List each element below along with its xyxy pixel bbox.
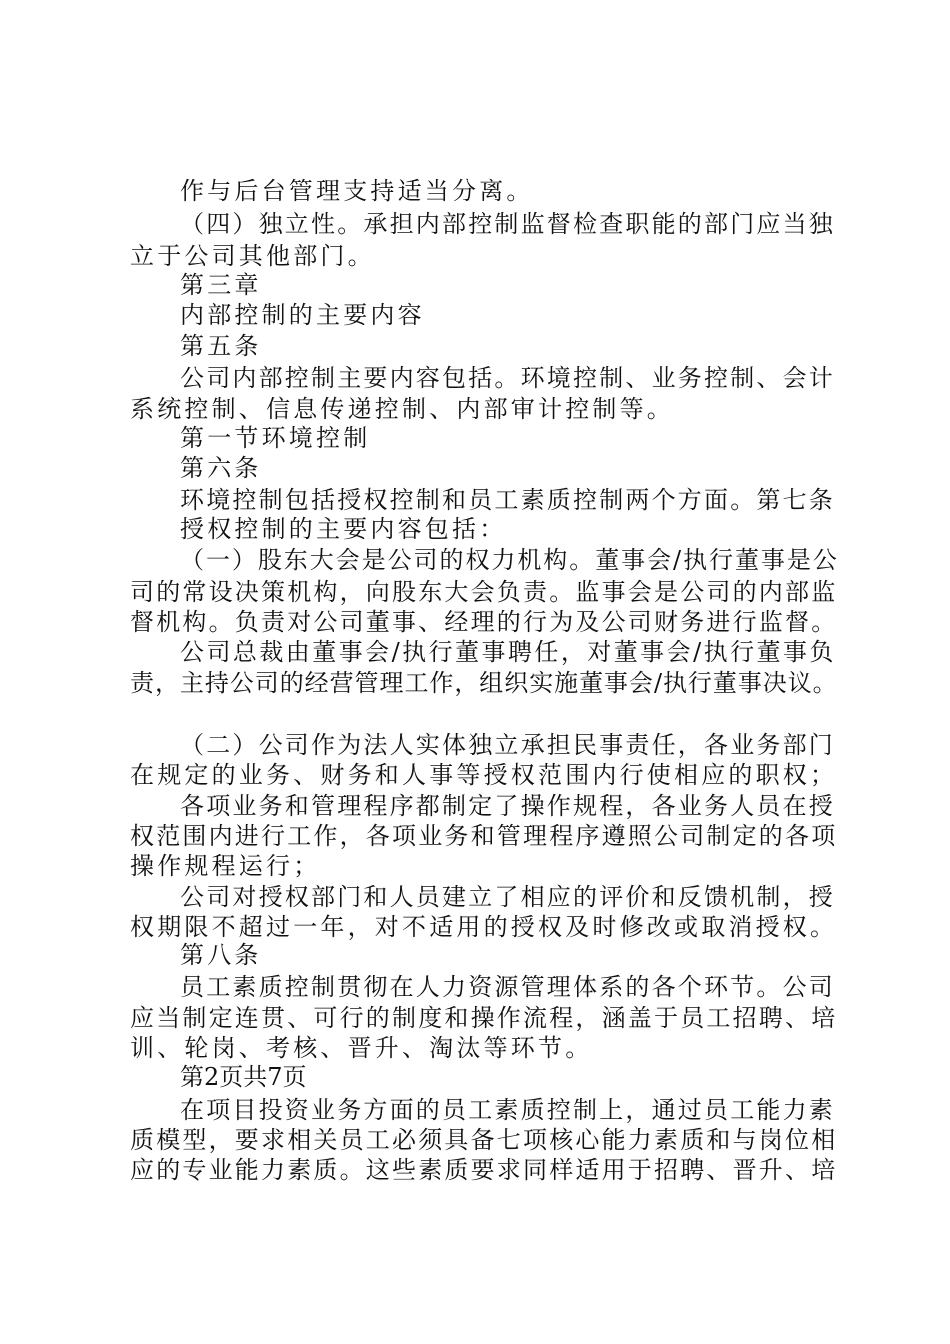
text-line: 公司对授权部门和人员建立了相应的评价和反馈机制，授 (180, 883, 835, 911)
article-heading: 第五条 (180, 332, 262, 360)
text-line: 各项业务和管理程序都制定了操作规程，各业务人员在授 (180, 792, 835, 820)
chapter-title: 内部控制的主要内容 (180, 301, 425, 329)
text-line: 员工素质控制贯彻在人力资源管理体系的各个环节。公司 (180, 973, 835, 1001)
article-heading: 第八条 (180, 941, 262, 969)
text-line: 权范围内进行工作，各项业务和管理程序遵照公司制定的各项 (130, 822, 838, 850)
text-line: 应当制定连贯、可行的制度和操作流程，涵盖于员工招聘、培 (130, 1004, 838, 1032)
page-number: 第2页共7页 (180, 1063, 307, 1091)
text-line: 立于公司其他部门。 (130, 242, 375, 270)
text-line: 公司内部控制主要内容包括。环境控制、业务控制、会计 (180, 364, 835, 392)
text-line: 系统控制、信息传递控制、内部审计控制等。 (130, 395, 674, 423)
section-heading: 第一节环境控制 (180, 424, 371, 452)
text-line: 司的常设决策机构，向股东大会负责。监事会是公司的内部监 (130, 578, 838, 606)
text-line: （二）公司作为法人实体独立承担民事责任，各业务部门 (180, 731, 835, 759)
text-line: 应的专业能力素质。这些素质要求同样适用于招聘、晋升、培 (130, 1156, 838, 1184)
article-heading: 第六条 (180, 454, 262, 482)
text-line: 质模型，要求相关员工必须具备七项核心能力素质和与岗位相 (130, 1126, 838, 1154)
text-line: 训、轮岗、考核、晋升、淘汰等环节。 (130, 1034, 593, 1062)
text-line: （一）股东大会是公司的权力机构。董事会/执行董事是公 (180, 546, 839, 574)
text-line: 责，主持公司的经营管理工作，组织实施董事会/执行董事决议。 (130, 669, 838, 697)
text-line: 作与后台管理支持适当分离。 (180, 177, 534, 205)
text-line: 授权控制的主要内容包括： (180, 515, 507, 543)
text-line: 在项目投资业务方面的员工素质控制上，通过员工能力素 (180, 1096, 835, 1124)
text-line: 公司总裁由董事会/执行董事聘任，对董事会/执行董事负 (180, 638, 836, 666)
text-line: 权期限不超过一年，对不适用的授权及时修改或取消授权。 (130, 913, 838, 941)
chapter-heading: 第三章 (180, 271, 262, 299)
text-line: 在规定的业务、财务和人事等授权范围内行使相应的职权； (130, 761, 838, 789)
text-line: （四）独立性。承担内部控制监督检查职能的部门应当独 (180, 210, 835, 238)
text-line: 环境控制包括授权控制和员工素质控制两个方面。第七条 (180, 486, 835, 514)
text-line: 督机构。负责对公司董事、经理的行为及公司财务进行监督。 (130, 608, 838, 636)
text-line: 操作规程运行； (130, 852, 321, 880)
